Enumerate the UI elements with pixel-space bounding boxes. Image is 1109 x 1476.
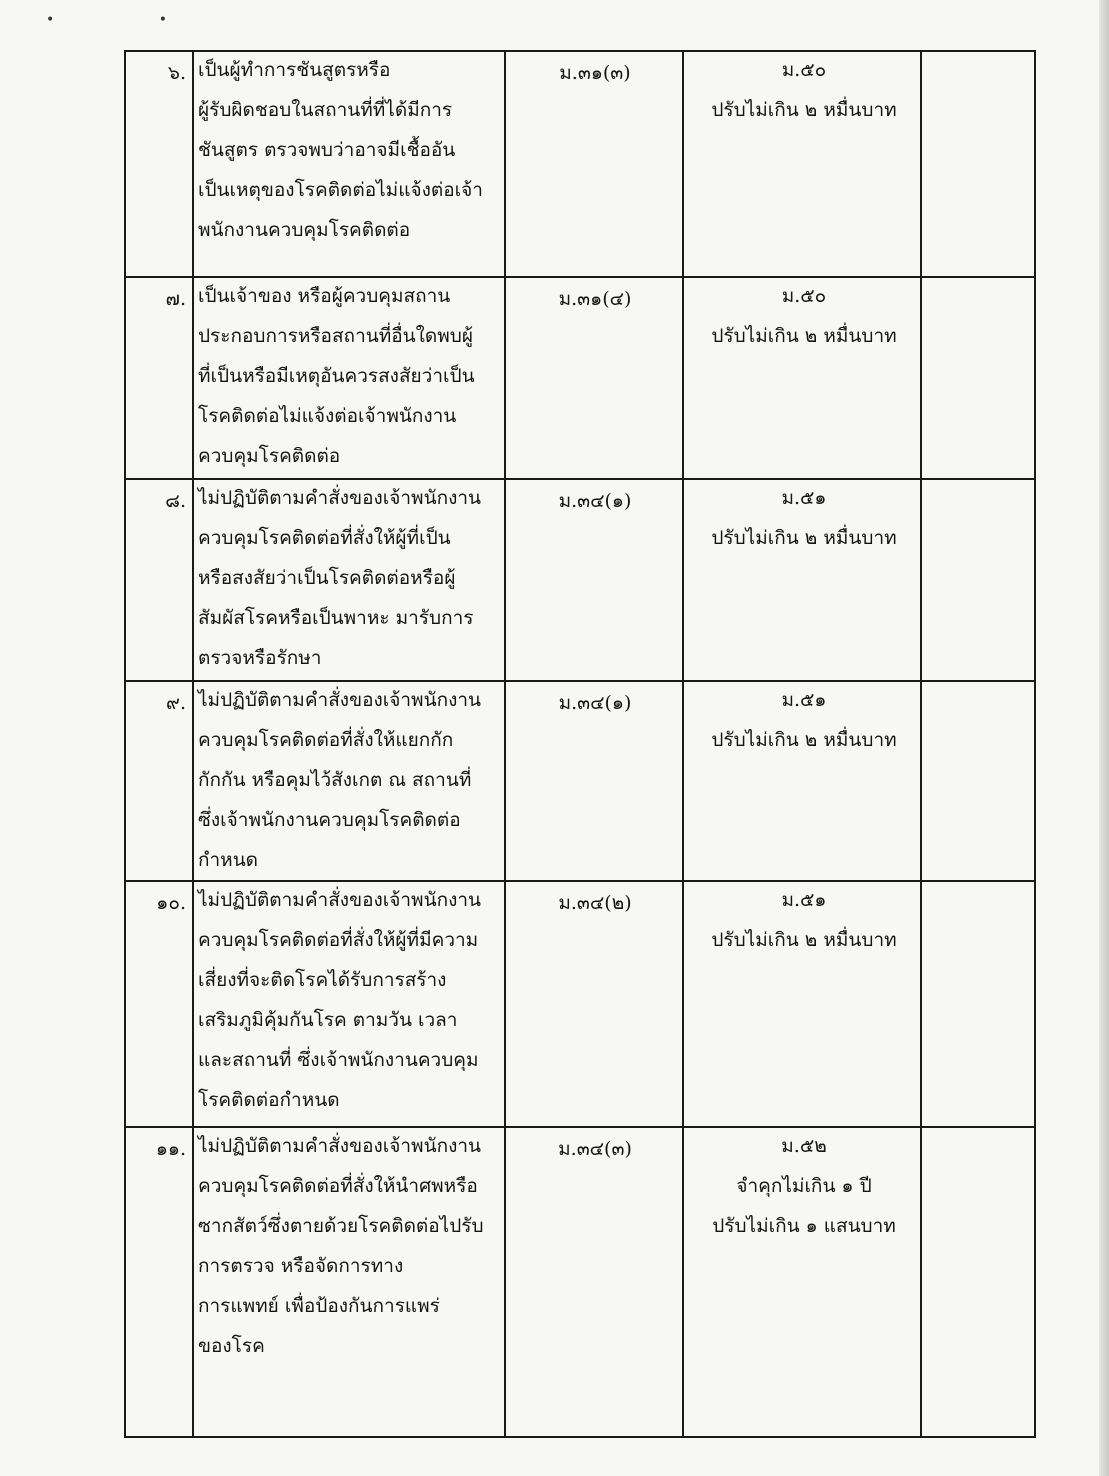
description-line: สัมผัสโรคหรือเป็นพาหะ มารับการ xyxy=(198,607,474,629)
description-line: ซากสัตว์ซึ่งตายด้วยโรคติดต่อไปรับ xyxy=(198,1215,484,1237)
offense-description xyxy=(198,50,498,250)
penalty xyxy=(686,680,922,760)
description-line: ประกอบการหรือสถานที่อื่นใดพบผู้ xyxy=(198,325,473,347)
description-line: และสถานที่ ซึ่งเจ้าพนักงานควบคุม xyxy=(198,1049,479,1071)
table-row xyxy=(126,682,1034,882)
penalty xyxy=(686,478,922,558)
description-line: เสริมภูมิคุ้มกันโรค ตามวัน เวลา xyxy=(198,1009,458,1031)
row-number: ๑๐. xyxy=(156,892,186,914)
penalty xyxy=(686,880,922,960)
penalty-line: ปรับไม่เกิน ๒ หมื่นบาท xyxy=(711,929,897,951)
legal-section: ม.๓๔(๑) xyxy=(558,692,632,714)
description-line: ควบคุมโรคติดต่อที่สั่งให้นำศพหรือ xyxy=(198,1175,478,1197)
row-number: ๘. xyxy=(165,490,186,512)
row-number: ๙. xyxy=(166,692,186,714)
description-line: ควบคุมโรคติดต่อที่สั่งให้ผู้ที่มีความ xyxy=(198,929,479,951)
description-line: เป็นเจ้าของ หรือผู้ควบคุมสถาน xyxy=(198,285,451,307)
penalty-line: ปรับไม่เกิน ๒ หมื่นบาท xyxy=(711,729,897,751)
penalty-line: ปรับไม่เกิน ๒ หมื่นบาท xyxy=(711,325,897,347)
row-number: ๑๑. xyxy=(155,1138,186,1160)
offense-description xyxy=(198,880,498,1120)
description-line: ที่เป็นหรือมีเหตุอันควรสงสัยว่าเป็น xyxy=(198,365,475,387)
description-line: ควบคุมโรคติดต่อที่สั่งให้แยกกัก xyxy=(198,729,454,751)
penalty xyxy=(686,50,922,130)
description-line: ตรวจหรือรักษา xyxy=(198,647,322,669)
description-line: ไม่ปฏิบัติตามคำสั่งของเจ้าพนักงาน xyxy=(198,689,482,711)
offense-description xyxy=(198,478,498,678)
offense-description xyxy=(198,680,498,880)
description-line: ของโรค xyxy=(198,1335,265,1357)
description-line: ไม่ปฏิบัติตามคำสั่งของเจ้าพนักงาน xyxy=(198,1135,482,1157)
description-line: ชันสูตร ตรวจพบว่าอาจมีเชื้ออัน xyxy=(198,139,456,161)
legal-section: ม.๓๔(๒) xyxy=(558,892,632,914)
description-line: ไม่ปฏิบัติตามคำสั่งของเจ้าพนักงาน xyxy=(198,487,482,509)
legal-section: ม.๓๑(๔) xyxy=(558,288,632,310)
penalty-line: ม.๕๒ xyxy=(781,1135,827,1157)
description-line: การตรวจ หรือจัดการทาง xyxy=(198,1255,404,1277)
row-number: ๗. xyxy=(165,288,186,310)
description-line: เป็นผู้ทำการชันสูตรหรือ xyxy=(198,59,391,81)
description-line: พนักงานควบคุมโรคติดต่อ xyxy=(198,219,411,241)
description-line: เสี่ยงที่จะติดโรคได้รับการสร้าง xyxy=(198,969,447,991)
table-row xyxy=(126,882,1034,1128)
description-line: โรคติดต่อไม่แจ้งต่อเจ้าพนักงาน xyxy=(198,405,457,427)
penalty-line: ม.๕๑ xyxy=(781,487,827,509)
offense-description xyxy=(198,276,498,476)
table-row xyxy=(126,278,1034,480)
row-number: ๖. xyxy=(167,62,186,84)
table-row xyxy=(126,1128,1034,1438)
description-line: ควบคุมโรคติดต่อที่สั่งให้ผู้ที่เป็น xyxy=(198,527,451,549)
penalty-line: ปรับไม่เกิน ๒ หมื่นบาท xyxy=(711,527,897,549)
penalty-line: ปรับไม่เกิน ๑ แสนบาท xyxy=(712,1215,896,1237)
description-line: กักกัน หรือคุมไว้สังเกต ณ สถานที่ xyxy=(198,769,472,791)
description-line: หรือสงสัยว่าเป็นโรคติดต่อหรือผู้ xyxy=(198,567,456,589)
penalty xyxy=(686,1126,922,1246)
legal-section: ม.๓๔(๑) xyxy=(558,490,632,512)
description-line: เป็นเหตุของโรคติดต่อไม่แจ้งต่อเจ้า xyxy=(198,179,483,201)
description-line: ซึ่งเจ้าพนักงานควบคุมโรคติดต่อ xyxy=(198,809,461,831)
penalty-line: ม.๕๐ xyxy=(781,59,827,81)
legal-section: ม.๓๑(๓) xyxy=(559,62,631,84)
scan-marks: • • xyxy=(46,12,217,28)
table-row xyxy=(126,480,1034,682)
legal-section: ม.๓๔(๓) xyxy=(558,1138,632,1160)
penalty-line: ม.๕๐ xyxy=(781,285,827,307)
offense-penalty-table xyxy=(124,50,1036,1438)
description-line: กำหนด xyxy=(198,849,259,871)
penalty xyxy=(686,276,922,356)
penalty-line: ม.๕๑ xyxy=(781,689,827,711)
penalty-line: จำคุกไม่เกิน ๑ ปี xyxy=(736,1175,872,1197)
penalty-line: ม.๕๑ xyxy=(781,889,827,911)
description-line: ควบคุมโรคติดต่อ xyxy=(198,445,341,467)
page-edge-shadow xyxy=(1099,0,1109,1476)
offense-description xyxy=(198,1126,498,1366)
penalty-line: ปรับไม่เกิน ๒ หมื่นบาท xyxy=(711,99,897,121)
description-line: โรคติดต่อกำหนด xyxy=(198,1089,340,1111)
description-line: ผู้รับผิดชอบในสถานที่ที่ได้มีการ xyxy=(198,99,453,121)
description-line: การแพทย์ เพื่อป้องกันการแพร่ xyxy=(198,1295,440,1317)
description-line: ไม่ปฏิบัติตามคำสั่งของเจ้าพนักงาน xyxy=(198,889,482,911)
table-row xyxy=(126,52,1034,278)
